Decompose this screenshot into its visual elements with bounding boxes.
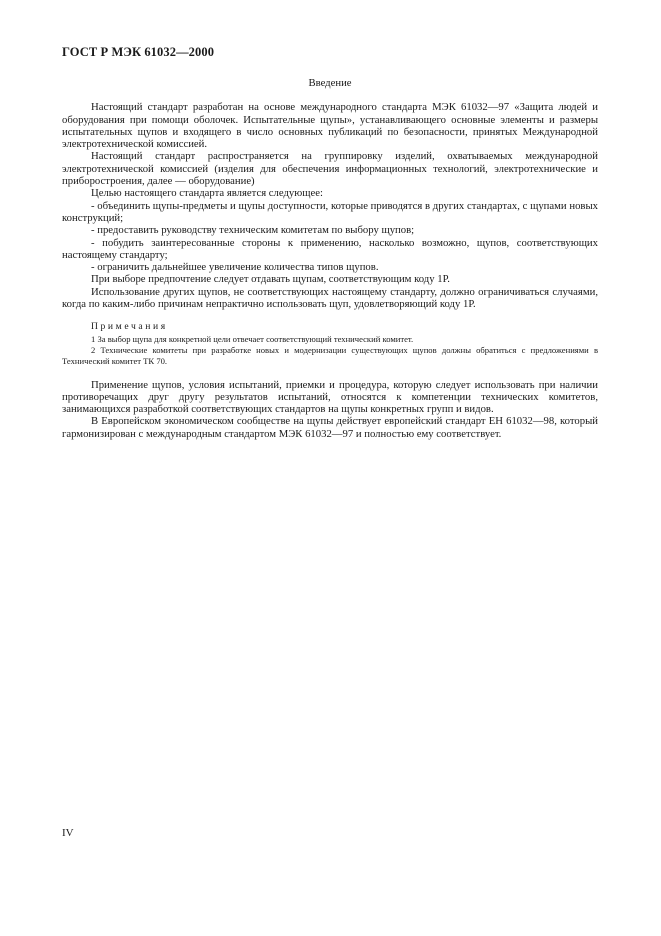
paragraph: Настоящий стандарт распространяется на группировку изделий, охватываемых международной электротехнической комиссией (изделия для обеспечения информационных технологий, электротехнические и приборостроения, далее — оборудование) [62,150,598,188]
page-number: IV [62,827,74,839]
list-item: - предоставить руководству техническим комитетам по выбору щупов; [91,224,415,237]
note-item: 2 Технические комитеты при разработке новых и модернизации существующих щупов должны обратиться с предложениями в Технический комитет ТК 70. [62,344,598,366]
paragraph: При выборе предпочтение следует отдавать щупам, соответствующим коду 1Р. [91,273,450,286]
notes-title: Примечания [91,321,168,333]
paragraph: Применение щупов, условия испытаний, приемки и процедура, которую следует использовать при наличии противоречащих друг другу результатов испытаний, относятся к компетенции технических комитетов, занимающихся разработкой соответствующих стандартов на щупы конкретных групп и видов. [62,378,598,416]
note-item: 1 За выбор щупа для конкретной цели отвечает соответствующий технический комитет. [91,334,414,345]
section-title: Введение [308,77,352,89]
document-body [62,77,598,440]
paragraph: В Европейском экономическом сообществе на щупы действует европейский стандарт ЕН 61032—98, который гармонизирован с международным стандартом МЭК 61032—97 и полностью ему соответствует. [62,415,598,440]
closing-section [62,379,598,440]
list-item: - ограничить дальнейшее увеличение количества типов щупов. [91,261,379,274]
standard-code-header: ГОСТ Р МЭК 61032—2000 [62,45,215,59]
notes-block [62,322,598,366]
paragraph: Целью настоящего стандарта является следующее: [91,187,323,200]
list-item: - побудить заинтересованные стороны к применению, насколько возможно, щупов, соответствующих настоящему стандарту; [62,236,598,261]
paragraph: Использование других щупов, не соответствующих настоящему стандарту, должно ограничиваться случаями, когда по каким-либо причинам непрактично использовать щуп, удовлетворяющий коду 1Р. [62,285,598,311]
paragraph: Настоящий стандарт разработан на основе международного стандарта МЭК 61032—97 «Защита людей и оборудования при помощи оболочек. Испытательные щупы», устанавливающего основные элементы и размеры испытательных щупов и входящего в число основных публикаций по безопасности, принятых Международной электротехнической комиссией. [62,101,598,151]
list-item: - объединить щупы-предметы и щупы доступности, которые приводятся в других стандартах, с щупами новых конструкций; [62,199,598,224]
